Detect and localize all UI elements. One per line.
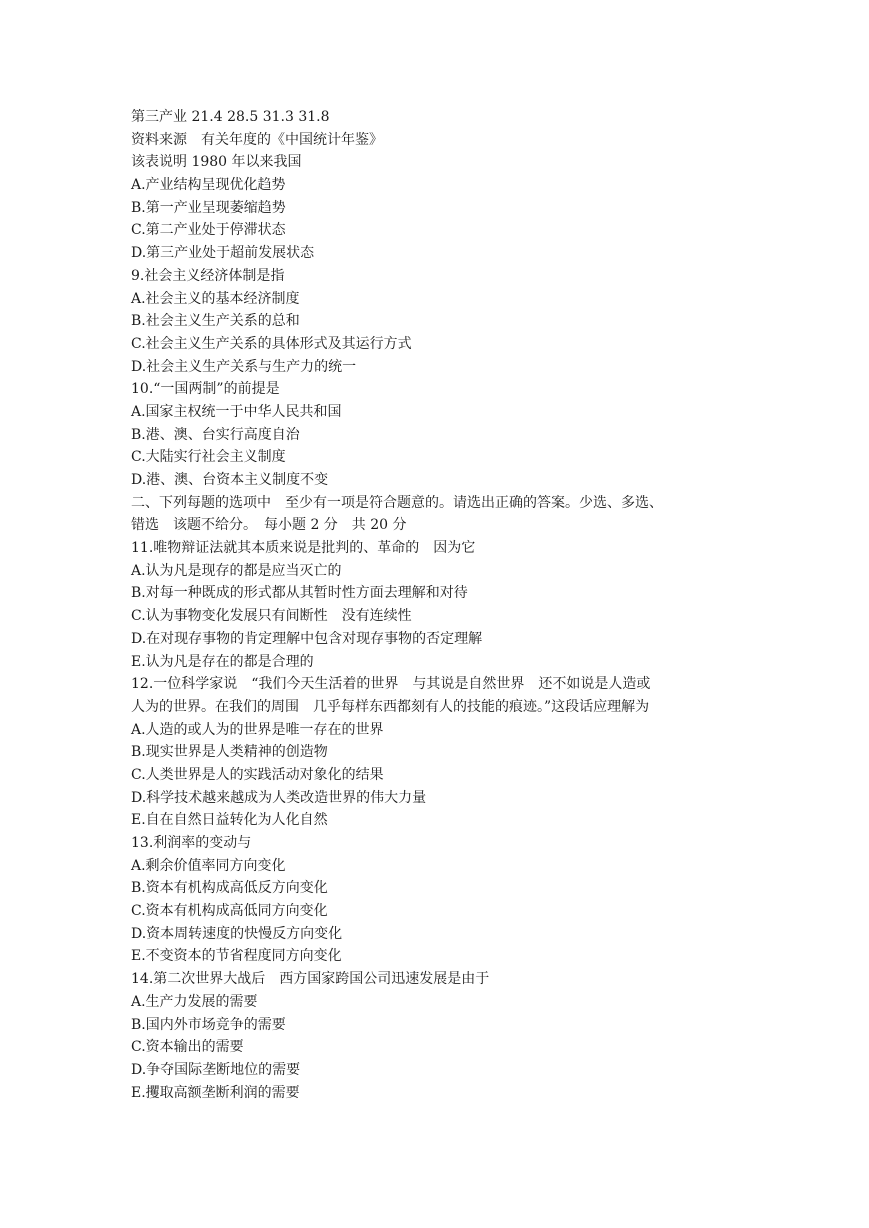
- option-line: C.人类世界是人的实践活动对象化的结果: [131, 766, 384, 783]
- text-line: 第三产业 21.4 28.5 31.3 31.8: [131, 109, 330, 125]
- option-line: A.认为凡是现存的都是应当灭亡的: [131, 562, 342, 579]
- option-line: C.资本有机构成高低同方向变化: [131, 903, 328, 920]
- option-line: B.第一产业呈现萎缩趋势: [131, 199, 286, 216]
- option-line: E.认为凡是存在的都是合理的: [131, 653, 314, 670]
- section-heading-line: 错选 该题不给分。 每小题 2 分 共 20 分: [131, 517, 407, 534]
- option-line: D.港、澳、台资本主义制度不变: [131, 472, 329, 488]
- option-line: A.剩余价值率同方向变化: [131, 857, 286, 874]
- option-line: C.社会主义生产关系的具体形式及其运行方式: [131, 335, 412, 352]
- option-line: B.资本有机构成高低反方向变化: [131, 880, 328, 897]
- question-line: 12.一位科学家说 “我们今天生活着的世界 与其说是自然世界 还不如说是人造或: [131, 676, 651, 693]
- text-line: 该表说明 1980 年以来我国: [131, 154, 302, 171]
- question-line: 人为的世界。在我们的周围 几乎每样东西都刻有人的技能的痕迹。”这段话应理解为: [131, 698, 650, 715]
- option-line: C.第二产业处于停滞状态: [131, 222, 286, 239]
- option-line: D.在对现存事物的肯定理解中包含对现存事物的否定理解: [131, 630, 483, 647]
- option-line: C.资本输出的需要: [131, 1039, 244, 1056]
- option-line: A.社会主义的基本经济制度: [131, 290, 300, 307]
- option-line: D.科学技术越来越成为人类改造世界的伟大力量: [131, 789, 427, 806]
- option-line: A.生产力发展的需要: [131, 993, 258, 1010]
- option-line: E.攫取高额垄断利润的需要: [131, 1084, 300, 1101]
- option-line: B.社会主义生产关系的总和: [131, 313, 300, 330]
- question-line: 10.“一国两制”的前提是: [131, 381, 280, 398]
- option-line: D.争夺国际垄断地位的需要: [131, 1061, 301, 1078]
- question-line: 11.唯物辩证法就其本质来说是批判的、革命的 因为它: [131, 540, 476, 557]
- option-line: A.产业结构呈现优化趋势: [131, 177, 286, 194]
- text-line: 资料来源 有关年度的《中国统计年鉴》: [131, 131, 383, 148]
- option-line: A.国家主权统一于中华人民共和国: [131, 403, 342, 420]
- option-line: C.大陆实行社会主义制度: [131, 449, 286, 466]
- option-line: B.现实世界是人类精神的创造物: [131, 744, 328, 761]
- option-line: A.人造的或人为的世界是唯一存在的世界: [131, 721, 384, 738]
- option-line: B.国内外市场竞争的需要: [131, 1016, 286, 1033]
- question-line: 14.第二次世界大战后 西方国家跨国公司迅速发展是由于: [131, 971, 490, 988]
- option-line: D.社会主义生产关系与生产力的统一: [131, 358, 357, 375]
- option-line: E.自在自然日益转化为人化自然: [131, 812, 328, 829]
- option-line: E.不变资本的节省程度同方向变化: [131, 948, 342, 965]
- option-line: C.认为事物变化发展只有间断性 没有连续性: [131, 608, 412, 625]
- option-line: B.对每一种既成的形式都从其暂时性方面去理解和对待: [131, 585, 468, 602]
- question-line: 13.利润率的变动与: [131, 835, 252, 851]
- section-heading-line: 二、下列每题的选项中 至少有一项是符合题意的。请选出正确的答案。少选、多选、: [131, 494, 663, 511]
- option-line: D.资本周转速度的快慢反方向变化: [131, 925, 343, 942]
- option-line: D.第三产业处于超前发展状态: [131, 245, 315, 262]
- option-line: B.港、澳、台实行高度自治: [131, 426, 300, 443]
- question-line: 9.社会主义经济体制是指: [131, 267, 285, 284]
- document-body: [131, 106, 731, 1104]
